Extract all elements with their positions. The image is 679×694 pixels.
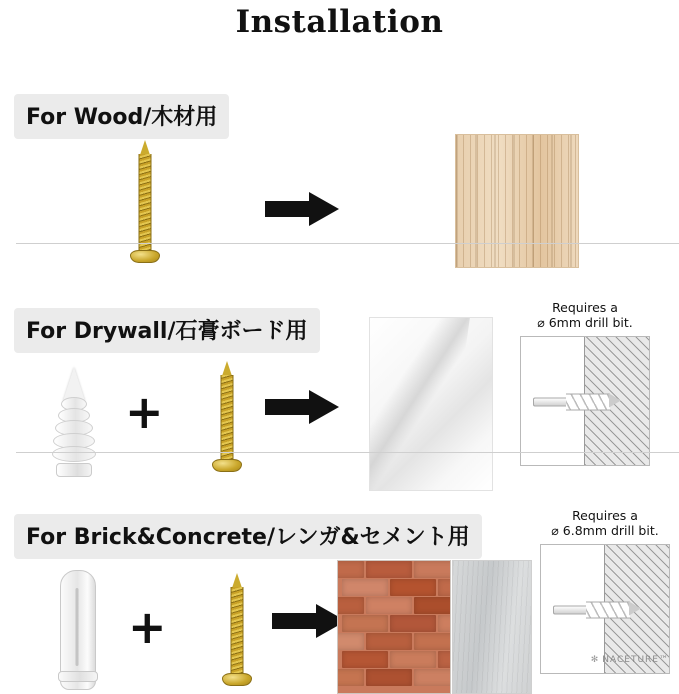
- screw-head-icon: [130, 250, 160, 263]
- drywall-anchor: [48, 367, 100, 477]
- drywall-heading-jp: 石膏ボード用: [175, 319, 308, 344]
- brick-drill-line1: Requires a: [572, 508, 638, 523]
- anchor-tip-icon: [63, 367, 85, 401]
- brick-heading-sep: /: [266, 525, 275, 550]
- anchor-lip-icon: [58, 671, 98, 682]
- wood-arrow-icon: [265, 192, 339, 226]
- anchor-collar-icon: [56, 463, 92, 477]
- brand-name: NACETURE: [602, 655, 659, 665]
- brick-screw: [222, 587, 252, 687]
- wood-heading-pill: [14, 94, 229, 139]
- brand-logo: [591, 655, 669, 665]
- screw-shaft-icon: [221, 375, 234, 461]
- screw-point-icon: [232, 573, 242, 588]
- drywall-heading: [14, 308, 320, 353]
- diameter-symbol: ⌀: [537, 315, 545, 330]
- wood-screw: [130, 154, 160, 264]
- drywall-drill-line2: 6mm drill bit.: [548, 315, 633, 330]
- drywall-plus-symbol: +: [125, 385, 164, 439]
- drill-bit-icon: [553, 602, 639, 617]
- drywall-screw: [212, 375, 242, 473]
- drywall-drill-line1: Requires a: [552, 300, 618, 315]
- brick-swatch: [337, 560, 451, 694]
- concrete-anchor: [60, 570, 94, 688]
- brick-heading-jp: レンガ&セメント用: [275, 525, 470, 550]
- divider-2: [16, 452, 679, 453]
- brick-heading-en: For Brick&Concrete: [26, 525, 267, 550]
- screw-head-icon: [212, 459, 242, 472]
- screw-shaft-icon: [139, 154, 152, 252]
- brand-trademark: ™: [659, 655, 669, 665]
- anchor-slot-icon: [76, 588, 79, 666]
- drill-bit-icon: [533, 394, 619, 409]
- screw-head-icon: [222, 673, 252, 686]
- screw-shaft-icon: [231, 587, 244, 675]
- wood-heading: [14, 94, 229, 139]
- diameter-symbol: ⌀: [551, 523, 559, 538]
- brick-plus-symbol: +: [128, 600, 167, 654]
- wood-board-swatch: [455, 134, 579, 268]
- drywall-heading-pill: [14, 308, 320, 353]
- wood-heading-sep: /: [143, 105, 152, 130]
- brick-drill-note: [540, 508, 670, 674]
- drywall-arrow-icon: [265, 390, 339, 424]
- drywall-heading-en: For Drywall: [26, 319, 168, 344]
- divider-1: [16, 243, 679, 244]
- brand-mark-icon: ✻: [590, 655, 600, 665]
- concrete-swatch: [452, 560, 532, 694]
- drywall-drill-note: [520, 300, 650, 466]
- wood-heading-jp: 木材用: [151, 105, 218, 130]
- drywall-drill-figure: [520, 336, 650, 466]
- brick-arrow-icon: [272, 604, 346, 638]
- drywall-heading-sep: /: [167, 319, 176, 344]
- wood-heading-en: For Wood: [26, 105, 144, 130]
- screw-point-icon: [140, 140, 150, 155]
- page-title: Installation: [235, 4, 444, 40]
- drywall-board-swatch: [369, 317, 493, 491]
- screw-point-icon: [222, 361, 232, 376]
- brick-heading-pill: [14, 514, 482, 559]
- brick-heading: [14, 514, 482, 559]
- brick-drill-line2: 6.8mm drill bit.: [562, 523, 659, 538]
